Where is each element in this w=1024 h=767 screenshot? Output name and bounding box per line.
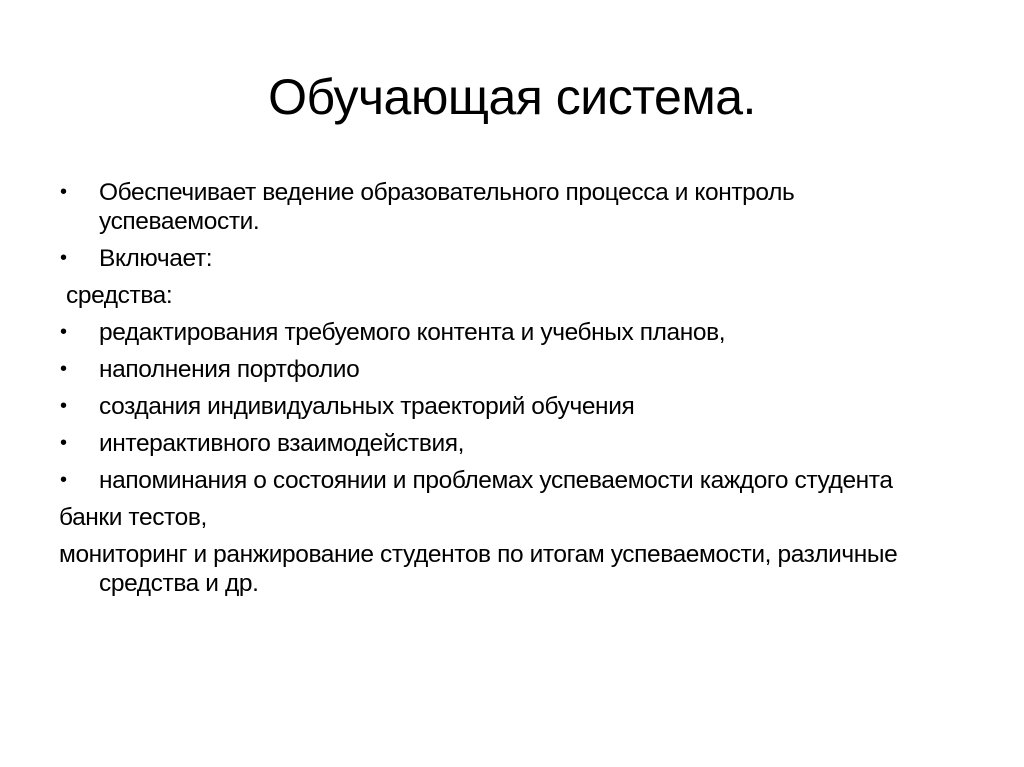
bullet-icon: •	[60, 321, 67, 343]
slide-content	[0, 178, 1024, 606]
bullet-icon: •	[60, 358, 67, 380]
list-item-text: интерактивного взаимодействия,	[99, 430, 465, 457]
bullet-icon: •	[60, 247, 67, 269]
list-item-text: мониторинг и ранжирование студентов по итогам успеваемости, различные средства и др.	[59, 541, 898, 597]
bullet-icon: •	[60, 432, 67, 454]
list-item	[0, 318, 959, 347]
list-item	[0, 429, 959, 458]
list-item	[0, 244, 959, 273]
bullet-icon: •	[60, 469, 67, 491]
list-item-text: напоминания о состоянии и проблемах успеваемости каждого студента	[99, 467, 893, 494]
list-item	[0, 503, 959, 532]
list-item	[0, 466, 959, 495]
list-item	[0, 355, 959, 384]
list-item-text: редактирования требуемого контента и учебных планов,	[99, 319, 726, 346]
slide-title: Обучающая система.	[268, 69, 756, 125]
list-item	[0, 392, 959, 421]
list-item	[0, 178, 959, 236]
list-item-text: Обеспечивает ведение образовательного процесса и контроль успеваемости.	[99, 179, 795, 235]
list-item	[0, 540, 959, 598]
list-item	[0, 281, 1024, 310]
list-item-text: Включает:	[99, 245, 213, 272]
bullet-icon: •	[60, 395, 67, 417]
list-item-text: банки тестов,	[59, 504, 207, 531]
list-item-text: создания индивидуальных траекторий обучения	[99, 393, 635, 420]
bullet-icon: •	[60, 181, 67, 203]
list-item-text: средства:	[66, 282, 173, 309]
list-item-text: наполнения портфолио	[99, 356, 360, 383]
